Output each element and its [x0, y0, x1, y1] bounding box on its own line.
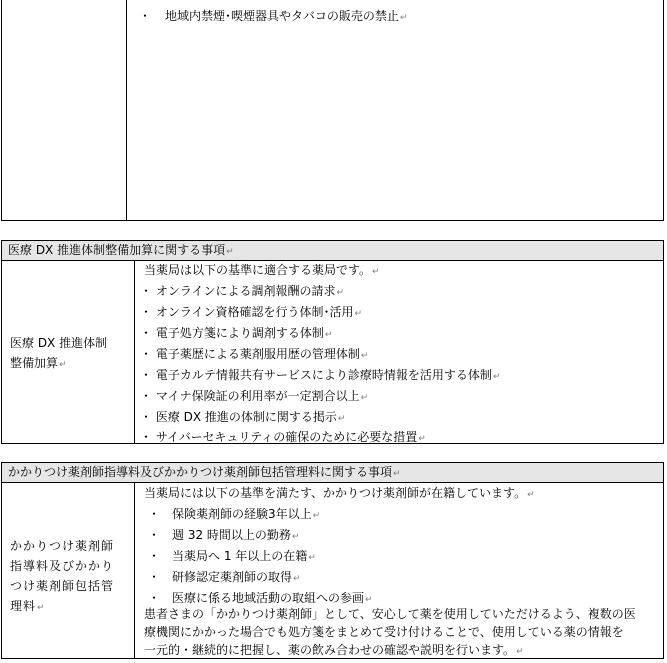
intro-text: 当薬局には以下の基準を満たす、かかりつけ薬剤師が在籍しています。↵	[144, 486, 535, 500]
return-mark-icon: ↵	[37, 603, 46, 613]
return-mark-icon: ↵	[336, 288, 345, 298]
paragraph-line: 療機関にかかった場合でも処方箋をまとめて受け付けることで、使用している薬の情報を	[144, 625, 624, 639]
return-mark-icon: ↵	[308, 553, 316, 563]
table-divider	[134, 482, 135, 659]
table-divider	[134, 260, 135, 444]
return-mark-icon: ↵	[337, 414, 346, 424]
list-item: ・ 医療 DX 推進の体制に関する掲示↵	[140, 410, 346, 424]
list-item: ・ マイナ保険証の利用率が一定割合以上↵	[140, 389, 369, 403]
return-mark-icon: ↵	[399, 13, 408, 23]
list-item: ・ 電子薬歴による薬剤服用歴の管理体制↵	[140, 347, 369, 361]
return-mark-icon: ↵	[312, 511, 321, 521]
return-mark-icon: ↵	[360, 351, 369, 361]
row-label: 医療 DX 推進体制 整備加算↵	[10, 336, 108, 370]
list-item: ・ オンライン資格確認を行う体制･活用↵	[140, 305, 363, 319]
list-item: ・ 医療に係る地域活動の取組への参画↵	[148, 591, 373, 605]
list-item: ・ 当薬局へ 1 年以上の在籍↵	[148, 549, 316, 563]
paragraph-line: 患者さまの「かかりつけ薬剤師」として、安心して薬を使用していただけるよう、複数の医	[144, 607, 636, 621]
list-item: ・ 保険薬剤師の経験3年以上↵	[148, 507, 321, 521]
section-title: 医療 DX 推進体制整備加算に関する事項↵	[8, 243, 234, 257]
table-section-1	[1, 0, 664, 221]
return-mark-icon: ↵	[516, 647, 524, 657]
return-mark-icon: ↵	[226, 247, 234, 257]
intro-text: 当薬局は以下の基準に適合する薬局です。↵	[144, 263, 380, 277]
list-item: ・ 週 32 時間以上の勤務↵	[148, 528, 300, 542]
return-mark-icon: ↵	[59, 360, 67, 370]
section-title: かかりつけ薬剤師指導料及びかかりつけ薬剤師包括管理料に関する事項↵	[8, 465, 401, 479]
list-item	[139, 8, 407, 26]
bullet: ・	[139, 9, 152, 23]
return-mark-icon: ↵	[393, 469, 401, 479]
return-mark-icon: ↵	[324, 330, 333, 340]
return-mark-icon: ↵	[291, 532, 300, 542]
return-mark-icon: ↵	[418, 434, 426, 444]
row-label: かかりつけ薬剤師 指導料及びかかり つけ薬剤師包括管 理料↵	[10, 539, 115, 613]
paragraph-line: 一元的・継続的に把握し、薬の飲み合わせの確認や説明を行います。↵	[144, 643, 524, 657]
list-item: ・ サイバーセキュリティの確保のために必要な措置↵	[140, 430, 426, 444]
return-mark-icon: ↵	[293, 574, 301, 584]
list-item: ・ 電子カルテ情報共有サービスにより診療時情報を活用する体制↵	[140, 368, 501, 382]
return-mark-icon: ↵	[360, 393, 369, 403]
return-mark-icon: ↵	[492, 372, 501, 382]
item-text: 地域内禁煙･喫煙器具やタバコの販売の禁止	[165, 9, 399, 23]
return-mark-icon: ↵	[527, 490, 535, 500]
return-mark-icon: ↵	[354, 309, 363, 319]
list-item: ・ オンラインによる調剤報酬の請求↵	[140, 284, 345, 298]
return-mark-icon: ↵	[365, 595, 373, 605]
list-item: ・ 研修認定薬剤師の取得↵	[148, 570, 301, 584]
table-divider	[126, 0, 127, 221]
return-mark-icon: ↵	[372, 267, 380, 277]
list-item: ・ 電子処方箋により調剤する体制↵	[140, 326, 333, 340]
